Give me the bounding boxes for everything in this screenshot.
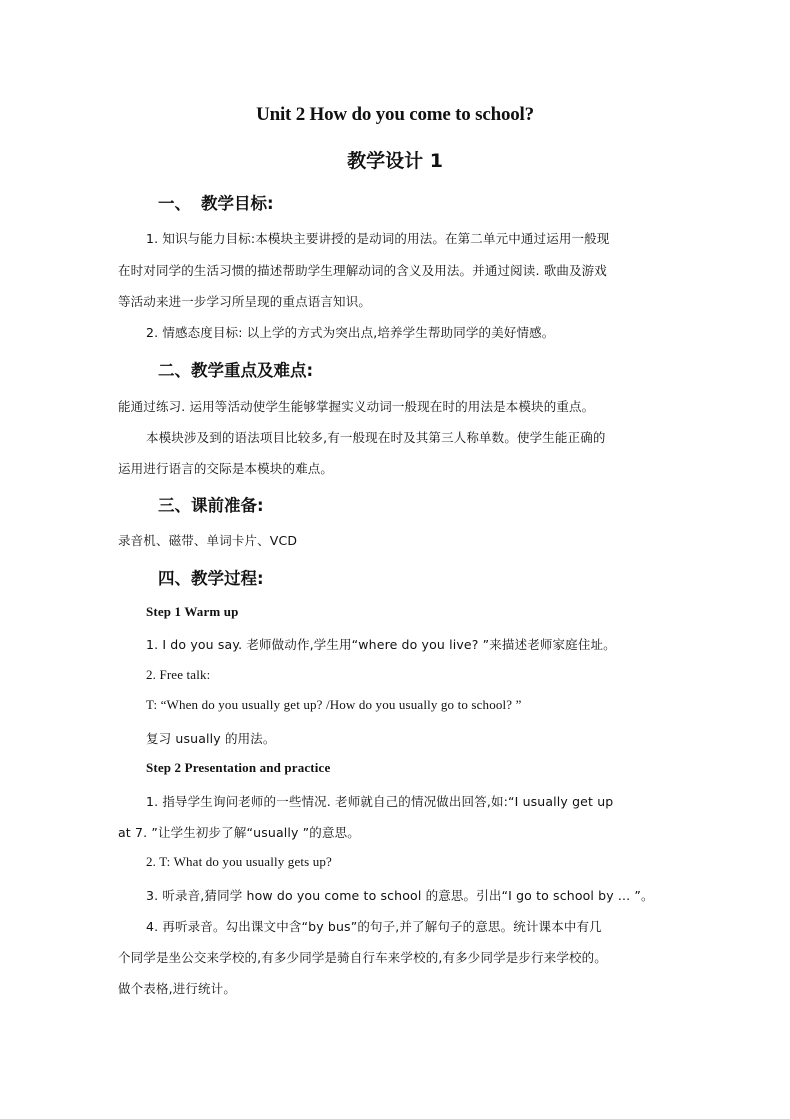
paragraph-line: 复习 usually 的用法。: [146, 731, 276, 746]
paragraph-line: 1. 指导学生询问老师的一些情况. 老师就自己的情况做出回答,如:“I usually get up: [146, 794, 614, 809]
paragraph-line: 1. I do you say. 老师做动作,学生用“where do you live? ”来描述老师家庭住址。: [146, 637, 616, 652]
paragraph-line: T: “When do you usually get up? /How do you usually go to school? ”: [146, 697, 522, 712]
section-1-number: 一、: [158, 194, 191, 213]
document-title-english: Unit 2 How do you come to school?: [256, 104, 534, 125]
section-4-heading: 四、教学过程:: [158, 569, 264, 588]
paragraph-line: 2. Free talk:: [146, 667, 211, 682]
document-title-chinese: 教学设计 1: [347, 150, 443, 172]
section-3-heading: 三、课前准备:: [158, 496, 264, 515]
paragraph-line: 本模块涉及到的语法项目比较多,有一般现在时及其第三人称单数。使学生能正确的: [146, 430, 606, 445]
paragraph-line: 等活动来进一步学习所呈现的重点语言知识。: [118, 294, 372, 309]
paragraph-line: 2. T: What do you usually gets up?: [146, 854, 332, 869]
paragraph-line: 2. 情感态度目标: 以上学的方式为突出点,培养学生帮助同学的美好情感。: [146, 325, 555, 340]
paragraph-line: 4. 再听录音。勾出课文中含“by bus”的句子,并了解句子的意思。统计课本中有几: [146, 919, 602, 934]
paragraph-line: 3. 听录音,猜同学 how do you come to school 的意思。引出“I go to school by ... ”。: [146, 888, 654, 903]
paragraph-line: 1. 知识与能力目标:本模块主要讲授的是动词的用法。在第二单元中通过运用一般现: [146, 231, 610, 246]
paragraph-line: 在时对同学的生活习惯的描述帮助学生理解动词的含义及用法。并通过阅读. 歌曲及游戏: [118, 263, 607, 278]
section-1-heading: [158, 190, 274, 214]
section-2-heading: 二、教学重点及难点:: [158, 361, 314, 380]
paragraph-line: 能通过练习. 运用等活动使学生能够掌握实义动词一般现在时的用法是本模块的重点。: [118, 399, 595, 414]
section-1-title: 教学目标:: [201, 194, 274, 213]
paragraph-line: 录音机、磁带、单词卡片、VCD: [118, 533, 298, 548]
paragraph-line: 运用进行语言的交际是本模块的难点。: [118, 461, 334, 476]
paragraph-line: at 7. ”让学生初步了解“usually ”的意思。: [118, 825, 360, 840]
step-2-heading: Step 2 Presentation and practice: [146, 760, 331, 775]
paragraph-line: 做个表格,进行统计。: [118, 981, 236, 996]
step-1-heading: Step 1 Warm up: [146, 604, 239, 619]
paragraph-line: 个同学是坐公交来学校的,有多少同学是骑自行车来学校的,有多少同学是步行来学校的。: [118, 950, 607, 965]
